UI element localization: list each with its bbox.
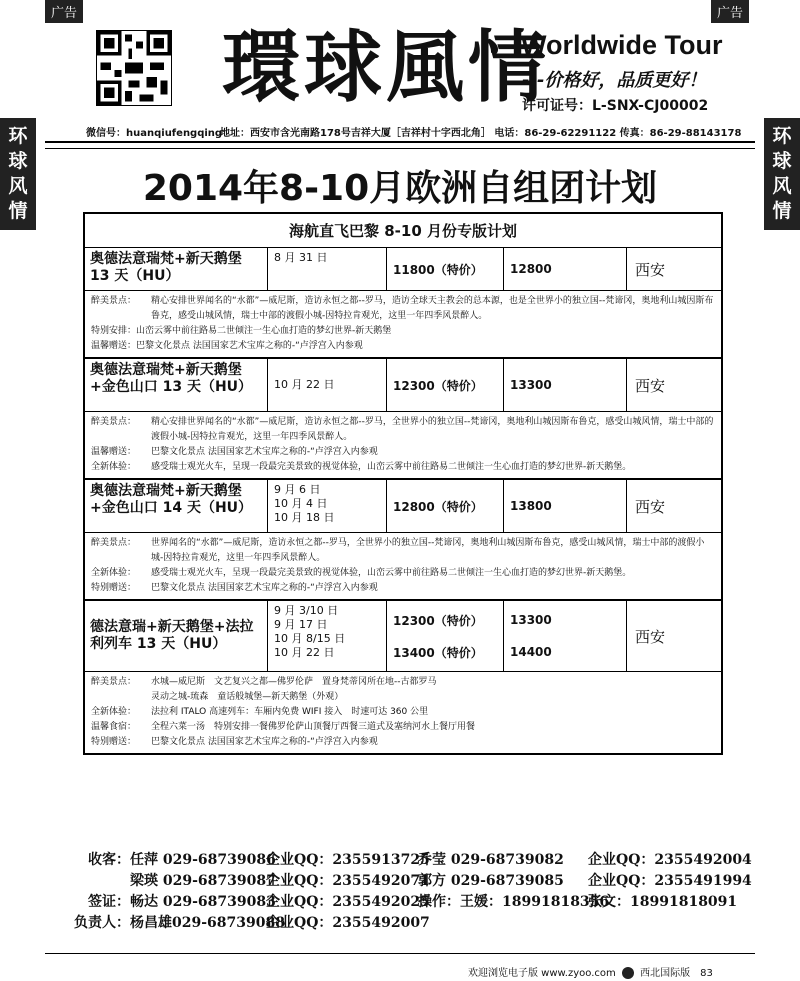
header-divider [45, 141, 755, 143]
tour-description [85, 412, 721, 480]
contact-qq: 企业QQ：2355492004 [588, 852, 752, 868]
tour-departure-city: 西安 [635, 376, 666, 395]
desc-text: 全程六菜一汤 特别安排一餐佛罗伦萨山顶餐厅西餐三道式及塞纳河水上餐厅用餐 [151, 722, 476, 732]
contact-qq: 企业QQ：2355492025 [266, 894, 430, 910]
side-char: 风 [8, 175, 28, 197]
desc-label: 全新体验： [91, 462, 137, 472]
qr-code-icon [96, 30, 172, 106]
desc-text: 精心安排世界闻名的“水都”—威尼斯，造访永恒之都--罗马，全世界小的独立国--梵谛冈，奥地利山城因斯布鲁克，感受山城风情，瑞士中部的渡假小城-因特拉肯观光，这里一年四季风景醉人。 [151, 417, 714, 442]
tour-date: 10 月 22 日 [274, 646, 335, 659]
ad-label-right: 广告 [711, 0, 749, 23]
side-char: 风 [772, 175, 792, 197]
tour-sale-price: 12800（特价） [387, 480, 504, 532]
desc-label: 醉美景点： [91, 538, 137, 548]
desc-label [91, 690, 151, 705]
desc-text: 巴黎文化景点 法国国家艺术宝库之称的-“卢浮宫入内参观 [151, 447, 378, 457]
tour-sale-price: 12300（特价） [387, 359, 504, 411]
tour-sale-price: 12300（特价） [393, 613, 483, 628]
side-char: 情 [8, 200, 28, 222]
tour-name: 奥德法意瑞梵+新天鹅堡+金色山口 13 天（HU） [85, 359, 268, 411]
contact-item: 郭方 029-68739085 [418, 873, 564, 889]
tour-regular-prices [504, 601, 627, 671]
ad-label-left: 广告 [45, 0, 83, 23]
side-char: 球 [772, 150, 792, 172]
desc-text: 巴黎文化景点 法国国家艺术宝库之称的-“卢浮宫入内参观 [151, 583, 378, 593]
tour-name: 奥德法意瑞梵+新天鹅堡+金色山口 14 天（HU） [85, 480, 268, 532]
license-number: 许可证号：L-SNX-CJ00002 [522, 98, 709, 114]
tour-sale-price: 11800（特价） [387, 248, 504, 290]
publisher-logo-icon [622, 967, 634, 979]
brand-english: Worldwide Tour [521, 30, 723, 60]
tour-date: 9 月 3/10 日 [274, 604, 339, 617]
tour-regular-price: 13800 [504, 480, 627, 532]
tour-name: 德法意瑞+新天鹅堡+法拉利列车 13 天（HU） [85, 601, 268, 671]
tour-date: 10 月 4 日 [274, 497, 328, 510]
tour-dates [268, 480, 387, 532]
tour-regular-price: 13300 [504, 359, 627, 411]
tour-row [85, 601, 721, 672]
tour-dates [268, 601, 387, 671]
desc-text: 巴黎文化景点 法国国家艺术宝库之称的-“卢浮宫入内参观 [151, 737, 378, 747]
tour-departure-city: 西安 [635, 260, 666, 279]
contact-qq: 企业QQ：2355492071 [266, 873, 430, 889]
tour-departure-city: 西安 [635, 497, 666, 516]
slogan: ---价格好，品质更好！ [522, 70, 707, 91]
side-char: 环 [772, 125, 792, 147]
tour-date: 10 月 22 日 [274, 378, 335, 391]
desc-text: 精心安排世界闻名的“水都”—威尼斯，造访永恒之都--罗马，造访全球天主教会的总本源，也是全世界小的独立国--梵谛冈，奥地利山城因斯布鲁克，感受山城风情，瑞士中部的渡假小城-因特拉肯观光，这里一年四季风景醉人。 [151, 296, 714, 321]
desc-text: 水城—威尼斯 文艺复兴之都—佛罗伦萨 置身梵蒂冈所在地--古都罗马 [151, 677, 437, 687]
contact-qq: 企业QQ：2355492007 [266, 915, 430, 931]
tour-description [85, 533, 721, 601]
tour-dates [268, 359, 387, 411]
side-char: 情 [772, 200, 792, 222]
tour-plan-table [83, 212, 723, 755]
desc-text: 感受瑞士观光火车，呈现一段最完美景致的视觉体验，山峦云雾中前往路易二世倾注一生心血打造的梦幻世界-新天鹅堡。 [151, 568, 632, 578]
contact-item: 张文：18991818091 [588, 894, 738, 910]
tour-date: 10 月 18 日 [274, 511, 335, 524]
desc-label: 温馨赠送： [91, 447, 137, 457]
contact-qq: 企业QQ：2355913725 [266, 852, 430, 868]
contact-item: 操作：王媛：18991818356 [418, 894, 610, 910]
desc-label: 醉美景点： [91, 296, 137, 306]
desc-text: 灵动之城-琉森 童话般城堡—新天鹅堡（外观） [151, 692, 344, 702]
page-footer [468, 964, 713, 979]
tour-regular-price: 14400 [510, 645, 552, 659]
tour-dates [268, 248, 387, 290]
tour-date: 8 月 31 日 [274, 251, 328, 264]
tour-sale-prices [387, 601, 504, 671]
desc-label: 醉美景点： [91, 417, 137, 427]
page-title: 2014年8-10月欧洲自组团计划 [142, 168, 658, 209]
footer-website: 欢迎浏览电子版 www.zyoo.com [468, 968, 616, 979]
contact-item: 签证：畅达 029-68739083 [88, 894, 276, 910]
tour-description [85, 291, 721, 359]
desc-text: 特别安排：山峦云雾中前往路易二世倾注一生心血打造的梦幻世界-新天鹅堡 [91, 326, 392, 336]
tour-regular-price: 13300 [510, 613, 552, 627]
plan-header: 海航直飞巴黎 8-10 月份专版计划 [85, 214, 721, 248]
contact-item: 负责人：杨昌雄029-68739088 [74, 915, 285, 931]
contact-item: 乔莹 029-68739082 [418, 852, 564, 868]
desc-text: 世界闻名的“水都”—威尼斯，造访永恒之都--罗马，全世界小的独立国--梵谛冈，奥地利山城因斯布鲁克，感受山城风情，瑞士中部的渡假小城-因特拉肯观光，这里一年四季风景醉人。 [151, 538, 705, 563]
tour-sale-price: 13400（特价） [393, 645, 483, 660]
header-divider-thin [45, 148, 755, 149]
address-line: 地址：西安市含光南路178号吉祥大厦［吉祥村十字西北角］ 电话：86-29-62291122 传真：86-29-88143178 [220, 128, 742, 139]
desc-label: 全新体验： [91, 707, 137, 717]
desc-label: 特别赠送： [91, 583, 137, 593]
contact-qq: 企业QQ：2355491994 [588, 873, 752, 889]
contact-item: 收客：任萍 029-68739086 [88, 852, 276, 868]
tour-name: 奥德法意瑞梵+新天鹅堡 13 天（HU） [85, 248, 268, 290]
tour-date: 9 月 6 日 [274, 483, 321, 496]
tour-departure-city: 西安 [635, 627, 666, 646]
desc-label: 全新体验： [91, 568, 137, 578]
desc-label: 温馨食宿： [91, 722, 137, 732]
wechat-id: 微信号：huanqiufengqing [86, 128, 223, 139]
side-char: 环 [8, 125, 28, 147]
tour-date: 9 月 17 日 [274, 618, 328, 631]
desc-text: 感受瑞士观光火车，呈现一段最完美景致的视觉体验，山峦云雾中前往路易二世倾注一生心血打造的梦幻世界-新天鹅堡。 [151, 462, 632, 472]
footer-divider [45, 953, 755, 954]
desc-text: 法拉利 ITALO 高速列车：车厢内免费 WIFI 接入 时速可达 360 公里 [151, 707, 429, 717]
tour-row [85, 359, 721, 412]
desc-label: 醉美景点： [91, 677, 137, 687]
tour-row [85, 480, 721, 533]
tour-date: 10 月 8/15 日 [274, 632, 346, 645]
tour-regular-price: 12800 [504, 248, 627, 290]
footer-page-number: 西北国际版 83 [640, 968, 713, 979]
side-char: 球 [8, 150, 28, 172]
tour-description [85, 672, 721, 753]
contact-item: 梁瑛 029-68739087 [130, 873, 276, 889]
tour-row [85, 248, 721, 291]
brand-logo-text: 環球風情 [222, 22, 551, 113]
desc-text: 温馨赠送：巴黎文化景点 法国国家艺术宝库之称的-“卢浮宫入内参观 [91, 341, 363, 351]
desc-label: 特别赠送： [91, 737, 137, 747]
